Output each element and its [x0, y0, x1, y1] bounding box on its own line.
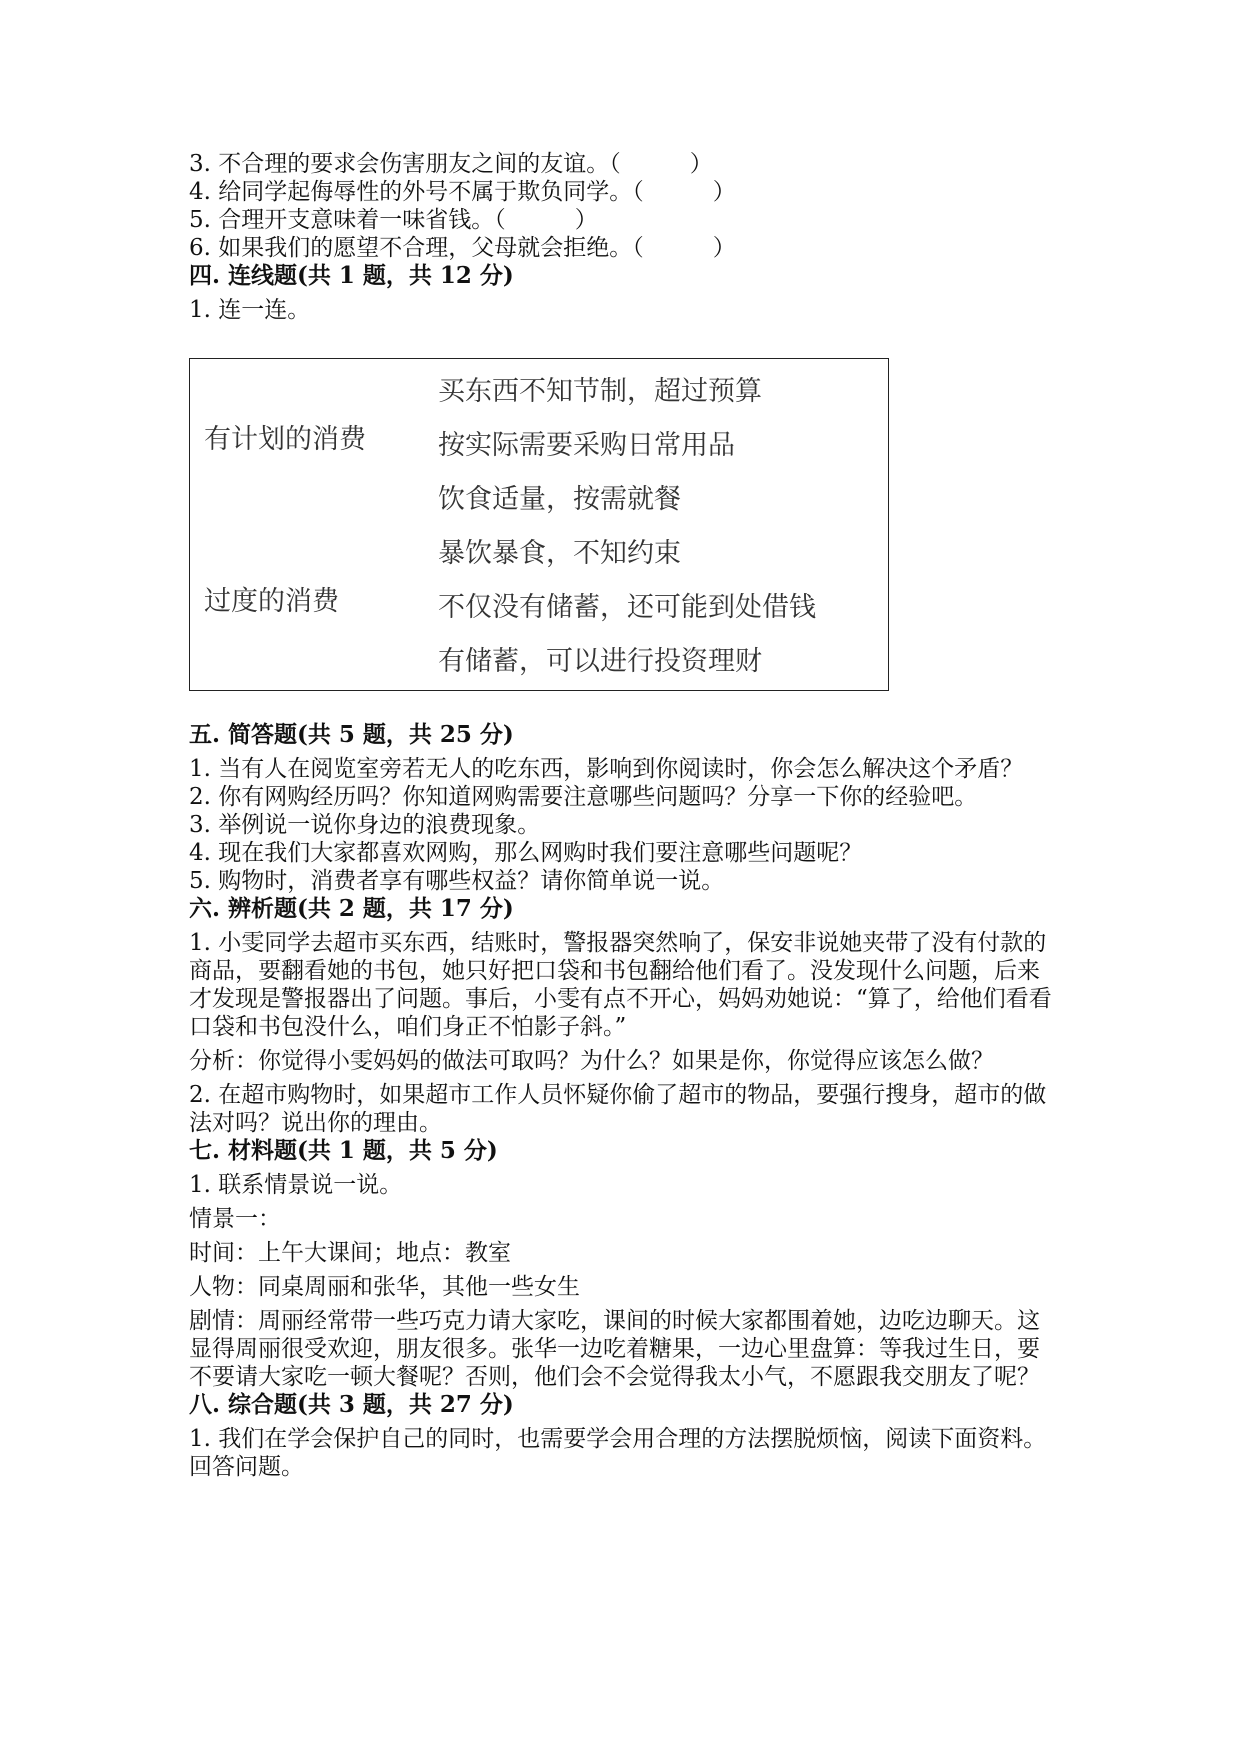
matching-right-item: 饮食适量，按需就餐 [438, 484, 681, 515]
matching-left-item: 过度的消费 [204, 586, 339, 617]
short-answer-item: 1. 当有人在阅览室旁若无人的吃东西，影响到你阅读时，你会怎么解决这个矛盾？ [189, 756, 1024, 782]
short-answer-item: 5. 购物时，消费者享有哪些权益？请你简单说一说。 [189, 868, 725, 894]
material-plot: 剧情：周丽经常带一些巧克力请大家吃，课间的时候大家都围着她，边吃边聊天。这显得周丽很受欢迎，朋友很多。张华一边吃着糖果，一边心里盘算：等我过生日，要不要请大家吃一顿大餐呢？否则，他们会不会觉得我太小气，不愿跟我交朋友了呢？ [189, 1308, 1040, 1390]
short-answer-item: 4. 现在我们大家都喜欢网购，那么网购时我们要注意哪些问题呢？ [189, 840, 863, 866]
matching-right-item: 有储蓄，可以进行投资理财 [438, 646, 762, 677]
short-answer-item: 3. 举例说一说你身边的浪费现象。 [189, 812, 541, 838]
matching-right-item: 不仅没有储蓄，还可能到处借钱 [438, 592, 816, 623]
analysis-question-2: 2. 在超市购物时，如果超市工作人员怀疑你偷了超市的物品，要强行搜身，超市的做法对吗？说出你的理由。 [189, 1082, 1047, 1136]
material-people: 人物：同桌周丽和张华，其他一些女生 [189, 1274, 580, 1300]
matching-right-item: 按实际需要采购日常用品 [438, 430, 735, 461]
matching-table [189, 358, 889, 691]
section-4-heading: 四. 连线题(共 1 题，共 12 分) [189, 262, 514, 289]
section-6-heading: 六. 辨析题(共 2 题，共 17 分) [189, 895, 514, 922]
comprehensive-question-1: 1. 我们在学会保护自己的同时，也需要学会用合理的方法摆脱烦恼，阅读下面资料。回答问题。 [189, 1426, 1047, 1480]
section-5-heading: 五. 简答题(共 5 题，共 25 分) [189, 721, 514, 748]
analysis-question-1-prompt: 分析：你觉得小雯妈妈的做法可取吗？为什么？如果是你，你觉得应该怎么做？ [189, 1048, 994, 1074]
matching-left-item: 有计划的消费 [204, 424, 366, 455]
matching-right-column [438, 365, 878, 689]
material-time: 时间：上午大课间；地点：教室 [189, 1240, 511, 1266]
tf-item-5: 5. 合理开支意味着一味省钱。（ ） [189, 207, 598, 233]
material-question-1: 1. 联系情景说一说。 [189, 1172, 403, 1198]
tf-item-3: 3. 不合理的要求会伤害朋友之间的友谊。（ ） [189, 151, 713, 177]
tf-item-6: 6. 如果我们的愿望不合理，父母就会拒绝。（ ） [189, 235, 736, 261]
section-7-heading: 七. 材料题(共 1 题，共 5 分) [189, 1137, 498, 1164]
section-4-question-1: 1. 连一连。 [189, 297, 311, 323]
short-answer-item: 2. 你有网购经历吗？你知道网购需要注意哪些问题吗？分享一下你的经验吧。 [189, 784, 978, 810]
section-8-heading: 八. 综合题(共 3 题，共 27 分) [189, 1391, 514, 1418]
page-content [189, 150, 1059, 1481]
tf-item-4: 4. 给同学起侮辱性的外号不属于欺负同学。（ ） [189, 179, 736, 205]
analysis-question-1: 1. 小雯同学去超市买东西，结账时，警报器突然响了，保安非说她夹带了没有付款的商品，要翻看她的书包，她只好把口袋和书包翻给他们看了。没发现什么问题，后来才发现是警报器出了问题。事后，小雯有点不开心，妈妈劝她说：“算了，给他们看看口袋和书包没什么，咱们身正不怕影子斜。” [189, 930, 1052, 1040]
matching-right-item: 暴饮暴食，不知约束 [438, 538, 681, 569]
matching-right-item: 买东西不知节制，超过预算 [438, 376, 762, 407]
material-scene-label: 情景一： [189, 1206, 281, 1232]
